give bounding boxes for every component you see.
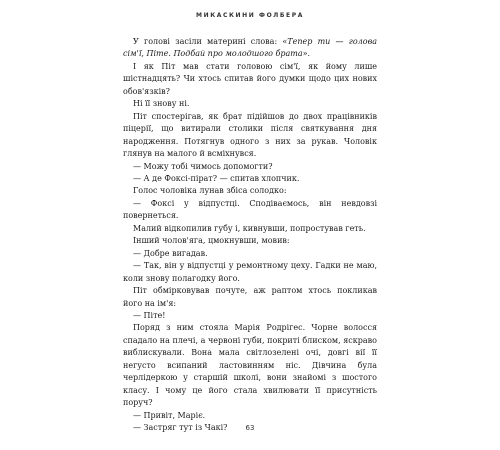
paragraph-17: — Застряг тут із Чакі? (133, 423, 228, 433)
paragraph-4: Піт спостерігав, як брат підійшов до двох працівників піцерії, що витирали столики після святкування дня народження. Потягнув одного з них за рукав. Чоловік глянув на малого й всміхнувся. (123, 111, 377, 159)
page-number: 63 (245, 424, 255, 432)
italic-quote: Тепер ти — голова сім'ї, Піте. Подбай про молодшого брата (123, 37, 377, 59)
paragraph-1: У голові засіли материні слова: «Тепер ти — голова сім'ї, Піте. Подбай про молодшого брата». (123, 37, 377, 59)
body-text (123, 36, 377, 435)
paragraph-14: — Піте! (133, 310, 166, 320)
paragraph-15: Поряд з ним стояла Марія Родрігес. Чорне волосся спадало на плечі, а червоні губи, покриті блиском, яскраво виблискували. Вона мала світлозелені очі, довгі вії її негусто всипаний ластовинням ніс. Дівчина була черлідеркою у старшій школі, вони знайомі з шостого класу. І чому це його стала хвилювати її присутність поруч? (123, 323, 377, 408)
paragraph-16: — Привіт, Маріє. (133, 410, 206, 420)
paragraph-8: — Фоксі у відпустці. Сподіваємось, він невдовзі повернеться. (123, 198, 377, 221)
paragraph-13: Піт обмірковував почуте, аж раптом хтось покликав його на ім'я: (123, 286, 377, 308)
paragraph-3: Ні її знову ні. (133, 99, 190, 109)
paragraph-9: Малий відкопилив губу і, кивнувши, попростував геть. (133, 223, 366, 233)
paragraph-10: Інший чолов'яга, цмокнувши, мовив: (133, 236, 290, 246)
paragraph-7: Голос чоловіка лунав збіса солодко: (133, 186, 287, 196)
paragraph-11: — Добре вигадав. (133, 248, 208, 258)
paragraph-2: І як Піт мав стати головою сім'ї, як йому лише шістнадцять? Чи хтось спитав його думки щодо цих нових обов'язків? (123, 61, 377, 96)
paragraph-12: — Так, він у відпустці у ремонтному цеху. Гадки не маю, коли знову полагодку його. (123, 261, 377, 283)
paragraph-5: — Можу тобі чимось допомогти? (133, 161, 273, 171)
paragraph-6: — А де Фоксі-пірат? — спитав хлопчик. (133, 173, 300, 183)
running-header: МИКАСКИНИ ФОЛБЕРА (196, 12, 304, 19)
